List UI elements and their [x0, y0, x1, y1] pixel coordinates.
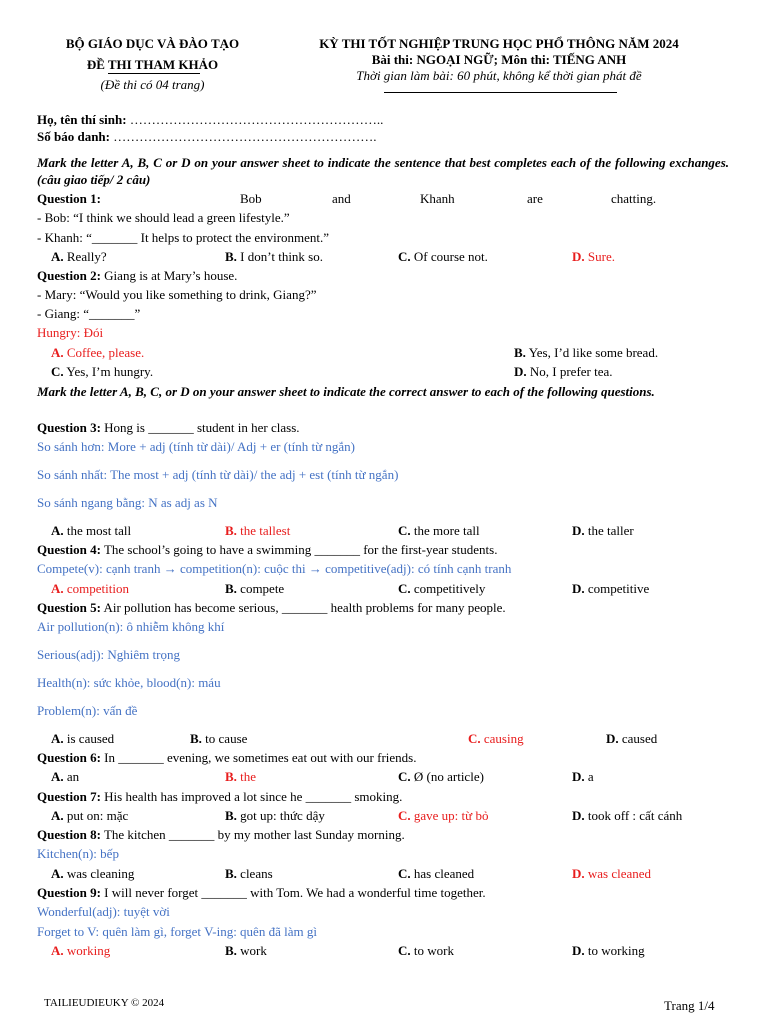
- option-text: to working: [587, 943, 645, 958]
- q9-row: [37, 884, 486, 901]
- q9-note: Wonderful(adj): tuyệt vời: [37, 904, 170, 919]
- option-text: work: [240, 943, 267, 958]
- q3-note: So sánh hơn: More + adj (tính từ dài)/ Adj + er (tính từ ngắn): [37, 439, 355, 454]
- q2-stem: Giang is at Mary’s house.: [104, 268, 238, 283]
- q7-option-c-answer: [398, 807, 488, 824]
- option-letter: A.: [51, 345, 64, 360]
- option-text: the more tall: [413, 523, 480, 538]
- q1-dialogue-line: - Khanh: “_______ It helps to protect the environment.”: [37, 230, 330, 245]
- option-text: has cleaned: [413, 866, 475, 881]
- q7-label: Question 7:: [37, 789, 101, 804]
- option-text: was cleaned: [587, 866, 652, 881]
- option-text: Sure.: [587, 249, 615, 264]
- option-letter: D.: [572, 769, 585, 784]
- option-letter: B.: [514, 345, 526, 360]
- q5-option-b: [190, 730, 247, 747]
- option-letter: C.: [398, 581, 411, 596]
- option-letter: D.: [514, 364, 527, 379]
- q3-option-d: [572, 522, 634, 539]
- q7-option-a: [51, 807, 128, 824]
- q8-label: Question 8:: [37, 827, 101, 842]
- q2-option-c: [51, 363, 153, 380]
- q8-stem: The kitchen _______ by my mother last Sunday morning.: [103, 827, 405, 842]
- option-letter: D.: [572, 523, 585, 538]
- q5-stem: Air pollution has become serious, _______ health problems for many people.: [103, 600, 506, 615]
- ministry-name: BỘ GIÁO DỤC VÀ ĐÀO TẠO: [65, 36, 240, 51]
- option-text: the tallest: [240, 523, 291, 538]
- q6-option-d: [572, 768, 594, 785]
- q4-stem: The school’s going to have a swimming _______ for the first-year students.: [103, 542, 498, 557]
- header-right-underline: [384, 92, 617, 93]
- option-text: I don’t think so.: [240, 249, 323, 264]
- option-text: to cause: [205, 731, 248, 746]
- option-text: the: [240, 769, 257, 784]
- option-letter: B.: [225, 808, 237, 823]
- q5-option-d: [606, 730, 657, 747]
- q2-option-a-answer: [51, 344, 144, 361]
- q1-label: Question 1:: [37, 191, 101, 206]
- candidate-id-label: Số báo danh:: [37, 129, 110, 144]
- footer-brand: TAILIEUDIEUKY © 2024: [44, 997, 165, 1009]
- option-letter: B.: [225, 866, 237, 881]
- option-text: put on: mặc: [66, 808, 129, 823]
- option-text: a: [587, 769, 594, 784]
- q1-dialogue-line: - Bob: “I think we should lead a green lifestyle.”: [37, 210, 290, 225]
- option-letter: C.: [51, 364, 64, 379]
- q9-option-d: [572, 942, 645, 959]
- option-text: Yes, I’m hungry.: [66, 364, 154, 379]
- q5-row: [37, 599, 506, 616]
- q1-word: Bob: [240, 191, 262, 206]
- section2-instruction: Mark the letter A, B, C, or D on your answer sheet to indicate the correct answer to each of the following questions.: [37, 384, 655, 399]
- q8-option-b: [225, 865, 273, 882]
- exam-time: Thời gian làm bài: 60 phút, không kể thời gian phát đề: [356, 68, 642, 83]
- q4-row: [37, 541, 497, 558]
- option-text: to work: [413, 943, 454, 958]
- q3-stem: Hong is _______ student in her class.: [104, 420, 300, 435]
- q5-option-a: [51, 730, 114, 747]
- q6-option-c: [398, 768, 484, 785]
- option-letter: C.: [398, 943, 411, 958]
- q6-label: Question 6:: [37, 750, 101, 765]
- q5-option-c-answer: [468, 730, 524, 747]
- q2-note: Hungry: Đói: [37, 325, 104, 340]
- q9-option-a-answer: [51, 942, 110, 959]
- q4-note: Compete(v): cạnh tranh → competition(n): cuộc thi → competitive(adj): có tính cạnh tranh: [37, 561, 512, 576]
- q7-option-b: [225, 807, 325, 824]
- q8-option-d-answer: [572, 865, 651, 882]
- option-text: took off : cất cánh: [587, 808, 683, 823]
- q4-option-a-answer: [51, 580, 129, 597]
- option-text: the most tall: [66, 523, 132, 538]
- option-letter: C.: [398, 808, 411, 823]
- option-text: competitive: [587, 581, 650, 596]
- option-letter: A.: [51, 731, 64, 746]
- option-letter: D.: [572, 808, 585, 823]
- q7-option-d: [572, 807, 682, 824]
- q2-dialogue-line: - Giang: “_______”: [37, 306, 141, 321]
- option-letter: D.: [572, 943, 585, 958]
- q8-note: Kitchen(n): bếp: [37, 846, 119, 861]
- q9-label: Question 9:: [37, 885, 101, 900]
- candidate-id-dots: …………………………………………………….: [113, 129, 377, 144]
- q1-option-b: [225, 248, 323, 265]
- option-text: Coffee, please.: [66, 345, 145, 360]
- option-letter: C.: [398, 523, 411, 538]
- option-letter: C.: [398, 769, 411, 784]
- option-letter: B.: [225, 523, 237, 538]
- option-letter: B.: [225, 249, 237, 264]
- q4-option-d: [572, 580, 649, 597]
- option-letter: A.: [51, 249, 64, 264]
- option-text: an: [66, 769, 80, 784]
- option-text: cleans: [240, 866, 273, 881]
- q8-option-a: [51, 865, 134, 882]
- option-text: No, I prefer tea.: [529, 364, 613, 379]
- option-text: Of course not.: [413, 249, 488, 264]
- q9-note: Forget to V: quên làm gì, forget V-ing: quên đã làm gì: [37, 924, 317, 939]
- option-letter: A.: [51, 769, 64, 784]
- q2-row: [37, 267, 237, 284]
- q6-row: [37, 749, 416, 766]
- option-text: the taller: [587, 523, 634, 538]
- q2-dialogue-line: - Mary: “Would you like something to drink, Giang?”: [37, 287, 317, 302]
- option-text: Yes, I’d like some bread.: [528, 345, 659, 360]
- option-text: was cleaning: [66, 866, 135, 881]
- option-text: gave up: từ bỏ: [413, 808, 489, 823]
- q3-option-b-answer: [225, 522, 290, 539]
- exam-title: KỲ THI TỐT NGHIỆP TRUNG HỌC PHỔ THÔNG NĂM 2024: [319, 36, 679, 51]
- q5-note: Serious(adj): Nghiêm trọng: [37, 647, 180, 662]
- q7-stem: His health has improved a lot since he _______ smoking.: [104, 789, 403, 804]
- q2-option-d: [514, 363, 613, 380]
- q1-word: Khanh: [420, 191, 455, 206]
- q9-stem: I will never forget _______ with Tom. We had a wonderful time together.: [104, 885, 486, 900]
- q4-option-b: [225, 580, 284, 597]
- q3-label: Question 3:: [37, 420, 101, 435]
- option-text: got up: thức dậy: [240, 808, 325, 823]
- option-text: competition: [66, 581, 129, 596]
- option-letter: B.: [225, 581, 237, 596]
- option-letter: D.: [572, 249, 585, 264]
- q5-note: Health(n): sức khỏe, blood(n): máu: [37, 675, 221, 690]
- q3-option-a: [51, 522, 131, 539]
- option-letter: A.: [51, 523, 64, 538]
- option-letter: A.: [51, 866, 64, 881]
- option-letter: A.: [51, 943, 64, 958]
- q3-option-c: [398, 522, 480, 539]
- option-letter: C.: [398, 249, 411, 264]
- option-text: caused: [621, 731, 658, 746]
- q1-option-c: [398, 248, 488, 265]
- option-letter: B.: [225, 769, 237, 784]
- q2-label: Question 2:: [37, 268, 101, 283]
- candidate-name-label: Họ, tên thí sinh:: [37, 112, 127, 127]
- option-letter: A.: [51, 808, 64, 823]
- q8-option-c: [398, 865, 474, 882]
- q1-word: chatting.: [611, 191, 657, 206]
- exam-type: ĐỀ THI THAM KHẢO: [86, 57, 219, 72]
- candidate-id-row: [37, 128, 376, 145]
- option-text: Ø (no article): [413, 769, 484, 784]
- q7-row: [37, 788, 402, 805]
- header-left-underline: [108, 73, 200, 74]
- page-count: (Đề thi có 04 trang): [100, 77, 205, 92]
- option-letter: D.: [572, 581, 585, 596]
- q1-option-d-answer: [572, 248, 615, 265]
- q1-word: are: [527, 191, 543, 206]
- q1-option-a: [51, 248, 107, 265]
- option-text: Really?: [66, 249, 107, 264]
- q3-row: [37, 419, 300, 436]
- option-letter: D.: [572, 866, 585, 881]
- option-text: causing: [483, 731, 524, 746]
- option-text: competitively: [413, 581, 486, 596]
- option-text: compete: [240, 581, 285, 596]
- q6-option-a: [51, 768, 79, 785]
- q8-row: [37, 826, 405, 843]
- option-letter: B.: [225, 943, 237, 958]
- option-letter: C.: [468, 731, 481, 746]
- q6-stem: In _______ evening, we sometimes eat out with our friends.: [104, 750, 417, 765]
- q9-option-c: [398, 942, 454, 959]
- candidate-name-dots: …………………………………………………..: [129, 112, 384, 127]
- option-letter: B.: [190, 731, 202, 746]
- option-letter: A.: [51, 581, 64, 596]
- q2-option-b: [514, 344, 658, 361]
- q4-option-c: [398, 580, 485, 597]
- q3-note: So sánh nhất: The most + adj (tính từ dài)/ the adj + est (tính từ ngắn): [37, 467, 399, 482]
- candidate-name-row: [37, 111, 383, 128]
- q1-word: and: [332, 191, 351, 206]
- q9-option-b: [225, 942, 267, 959]
- q5-note: Air pollution(n): ô nhiễm không khí: [37, 619, 225, 634]
- option-text: working: [66, 943, 111, 958]
- option-letter: C.: [398, 866, 411, 881]
- option-letter: D.: [606, 731, 619, 746]
- footer-page-number: Trang 1/4: [664, 998, 715, 1013]
- option-text: is caused: [66, 731, 115, 746]
- q3-note: So sánh ngang bằng: N as adj as N: [37, 495, 218, 510]
- q5-note: Problem(n): vấn đề: [37, 703, 138, 718]
- q6-option-b-answer: [225, 768, 256, 785]
- q5-label: Question 5:: [37, 600, 101, 615]
- q4-label: Question 4:: [37, 542, 101, 557]
- exam-subject: Bài thi: NGOẠI NGỮ; Môn thi: TIẾNG ANH: [371, 52, 627, 67]
- section1-instruction: Mark the letter A, B, C or D on your answer sheet to indicate the sentence that best completes each of the following exchanges. (câu giao tiếp/ 2 câu): [37, 155, 729, 187]
